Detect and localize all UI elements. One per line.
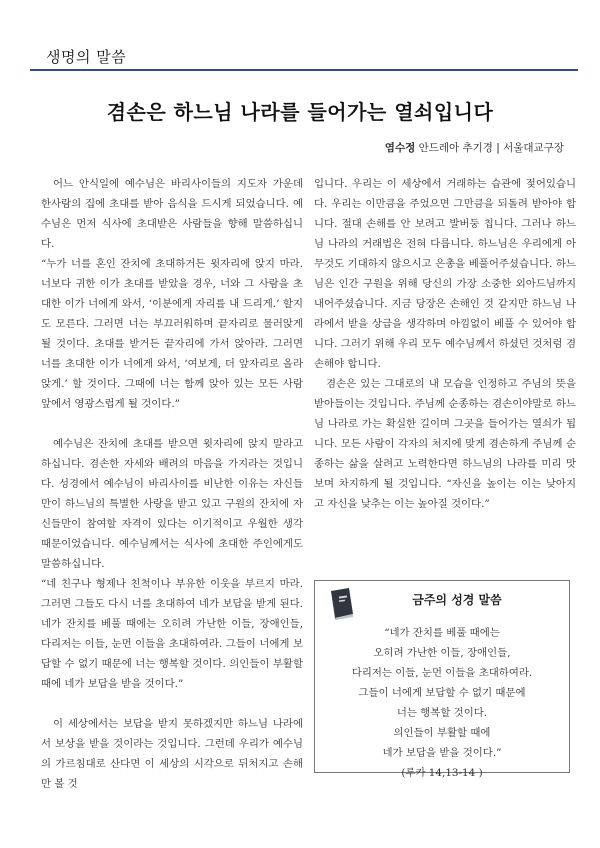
paragraph: 입니다. 우리는 이 세상에서 거래하는 습관에 젖어있습니다. 우리는 이만큼을 주었으면 그만큼을 되돌려 받아야 합니다. 절대 손해를 안 보려고 발버둥 칩니다. 그러나 하느님 나라의 거래법은 전혀 다릅니다. 하느님은 우리에게 아무것도 기대하지 않으시고 은총을 베풀어주셨습니다. 하느님은 인간 구원을 위해 당신의 가장 소중한 외아드님까지 내어주셨습니다. 지금 당장은 손해인 것 같지만 하느님 나라에서 받을 상급을 생각하며 아낌없이 베풀 수 있어야 합니다. 그러기 위해 우리 모두 예수님께서 하셨던 것처럼 겸손해야 합니다. xyxy=(314,178,576,370)
verse-reference: (루카 14,13-14 ) xyxy=(401,767,483,779)
paragraph: 예수님은 잔치에 초대를 받으면 윗자리에 앉지 말라고 하십니다. 겸손한 자세와 배려의 마음을 가지라는 것입니다. 성경에서 예수님이 바리사이를 비난한 이유는 자신들만이 하느님의 특별한 사랑을 받고 있고 구원의 잔치에 자신들만이 참여할 자격이 있다는 이기적이고 우월한 생각 때문이었습니다. 예수님께서는 식사에 초대한 주인에게도 말씀하십니다. xyxy=(41,438,303,570)
paragraph: 이 세상에서는 보답을 받지 못하겠지만 하느님 나라에서 보상을 받을 것이라는 것입니다. 그런데 우리가 예수님의 가르침대로 산다면 이 세상의 시각으로 뒤처지고 손해만 볼 것 xyxy=(41,718,303,790)
paragraph: 겸손은 있는 그대로의 내 모습을 인정하고 주님의 뜻을 받아들이는 것입니다. 주님께 순종하는 겸손이야말로 하느님 나라로 가는 확실한 길이며 그곳을 들어가는 열쇠가 됩니다. 모든 사람이 각자의 처지에 맞게 겸손하게 주님께 순종하는 삶을 살려고 노력한다면 하느님의 나라를 미리 맛보며 차지하게 될 것입니다. “자신을 높이는 이는 낮아지고 자신을 낮추는 이는 높아질 것이다.” xyxy=(314,378,576,510)
section-tag: 생명의 말씀 xyxy=(46,48,127,66)
article-title: 겸손은 하느님 나라를 들어가는 열쇠입니다 xyxy=(106,100,494,124)
paragraph: 어느 안식일에 예수님은 바리사이들의 지도자 가운데 한사람의 집에 초대를 받아 음식을 드시게 되었습니다. 예수님은 먼저 식사에 초대받은 사람들을 향해 말씀하십니다. xyxy=(41,178,303,250)
verse-line: 너는 행복할 것이다. xyxy=(396,707,488,719)
weekly-verse-box xyxy=(314,580,570,779)
scripture-quote: “누가 너를 혼인 잔치에 초대하거든 윗자리에 앉지 마라. 너보다 귀한 이가 초대를 받았을 경우, 너와 그 사람을 초대한 이가 너에게 와서, ‘이분에게 자리를 내 드리게.’ 할지도 모른다. 그러면 너는 부끄러워하며 끝자리로 물러앉게 될 것이다. 초대를 받거든 끝자리에 가서 앉아라. 그러면 너를 초대한 이가 너에게 와서, ‘여보게, 더 앞자리로 올라앉게.’ 할 것이다. 그때에 너는 함께 앉아 있는 모든 사람 앞에서 영광스럽게 될 것이다.” xyxy=(41,258,303,410)
verse-text xyxy=(315,623,569,783)
verse-line: 오히려 가난한 이들, 장애인들, xyxy=(373,647,511,659)
verse-heading: 금주의 성경 말씀 xyxy=(412,593,502,607)
right-column xyxy=(314,174,576,514)
verse-line: 그들이 너에게 보답할 수 없기 때문에 xyxy=(358,687,526,699)
verse-line: 의인들이 부활할 때에 xyxy=(393,727,491,739)
header-rule xyxy=(30,69,578,71)
author-detail: 안드레아 추기경 | 서울대교구장 xyxy=(418,142,564,154)
byline xyxy=(385,140,564,155)
verse-line: “네가 잔치를 베풀 때에는 xyxy=(384,627,500,639)
scripture-quote: “네 친구나 형제나 친척이나 부유한 이웃을 부르지 마라. 그러면 그들도 다시 너를 초대하여 네가 보답을 받게 된다. 네가 잔치를 베풀 때에는 오히려 가난한 이들, 장애인들, 다리저는 이들, 눈먼 이들을 초대하여라. 그들이 너에게 보답할 수 없기 때문에 너는 행복할 것이다. 의인들이 부활할 때에 네가 보답을 받을 것이다.” xyxy=(41,578,303,690)
verse-line: 네가 보답을 받을 것이다.” xyxy=(382,747,502,759)
left-column xyxy=(41,174,303,794)
author-name: 염수정 xyxy=(384,142,416,154)
verse-line: 다리저는 이들, 눈먼 이들을 초대하여라. xyxy=(351,667,533,679)
